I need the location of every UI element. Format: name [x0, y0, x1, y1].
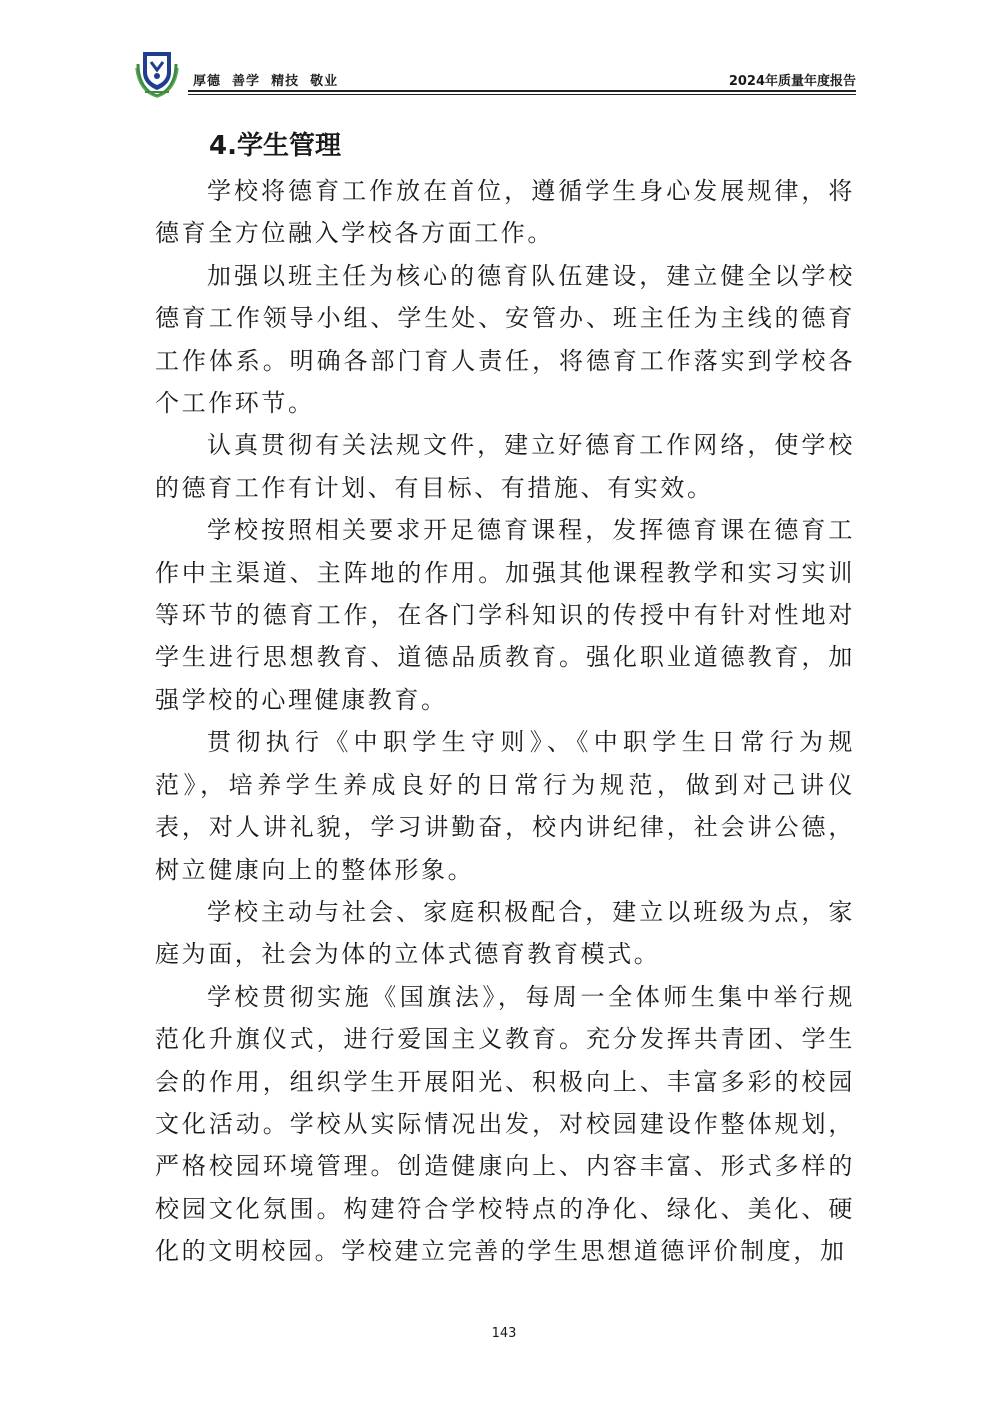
body-paragraph: 学校贯彻实施《国旗法》，每周一全体师生集中举行规范化升旗仪式，进行爱国主义教育。充分发挥共青团、学生会的作用，组织学生开展阳光、积极向上、丰富多彩的校园文化活动。学校从实际情况出发，对校园建设作整体规划，严格校园环境管理。创造健康向上、内容丰富、形式多样的校园文化氛围。构建符合学校特点的净化、绿化、美化、硬化的文明校园。学校建立完善的学生思想道德评价制度，加 [155, 982, 855, 1266]
body-paragraph: 学校将德育工作放在首位，遵循学生身心发展规律，将德育全方位融入学校各方面工作。 [155, 177, 855, 248]
school-motto: 厚德 善学 精技 敬业 [193, 74, 339, 89]
body-paragraph: 认真贯彻有关法规文件，建立好德育工作网络，使学校的德育工作有计划、有目标、有措施、有实效。 [155, 431, 855, 502]
header-rule-thick [188, 90, 856, 92]
page-header [132, 46, 856, 96]
body-paragraph: 学校主动与社会、家庭积极配合，建立以班级为点，家庭为面，社会为体的立体式德育教育模式。 [155, 897, 855, 969]
page-number: 143 [491, 1326, 517, 1341]
body-paragraph: 贯彻执行《中职学生守则》、《中职学生日常行为规范》，培养学生养成良好的日常行为规范，做到对己讲仪表，对人讲礼貌，学习讲勤奋，校内讲纪律，社会讲公德，树立健康向上的整体形象。 [155, 728, 855, 884]
header-rule-thin [188, 94, 856, 95]
section-heading: 4.学生管理 [209, 131, 341, 161]
report-title: 2024年质量年度报告 [728, 74, 856, 89]
body-paragraph: 学校按照相关要求开足德育课程，发挥德育课在德育工作中主渠道、主阵地的作用。加强其他课程教学和实习实训等环节的德育工作，在各门学科知识的传授中有针对性地对学生进行思想教育、道德品质教育。强化职业道德教育，加强学校的心理健康教育。 [155, 516, 855, 714]
page-body [155, 127, 855, 1273]
body-paragraph: 加强以班主任为核心的德育队伍建设，建立健全以学校德育工作领导小组、学生处、安管办、班主任为主线的德育工作体系。明确各部门育人责任，将德育工作落实到学校各个工作环节。 [155, 261, 855, 418]
school-emblem-icon [132, 46, 182, 98]
